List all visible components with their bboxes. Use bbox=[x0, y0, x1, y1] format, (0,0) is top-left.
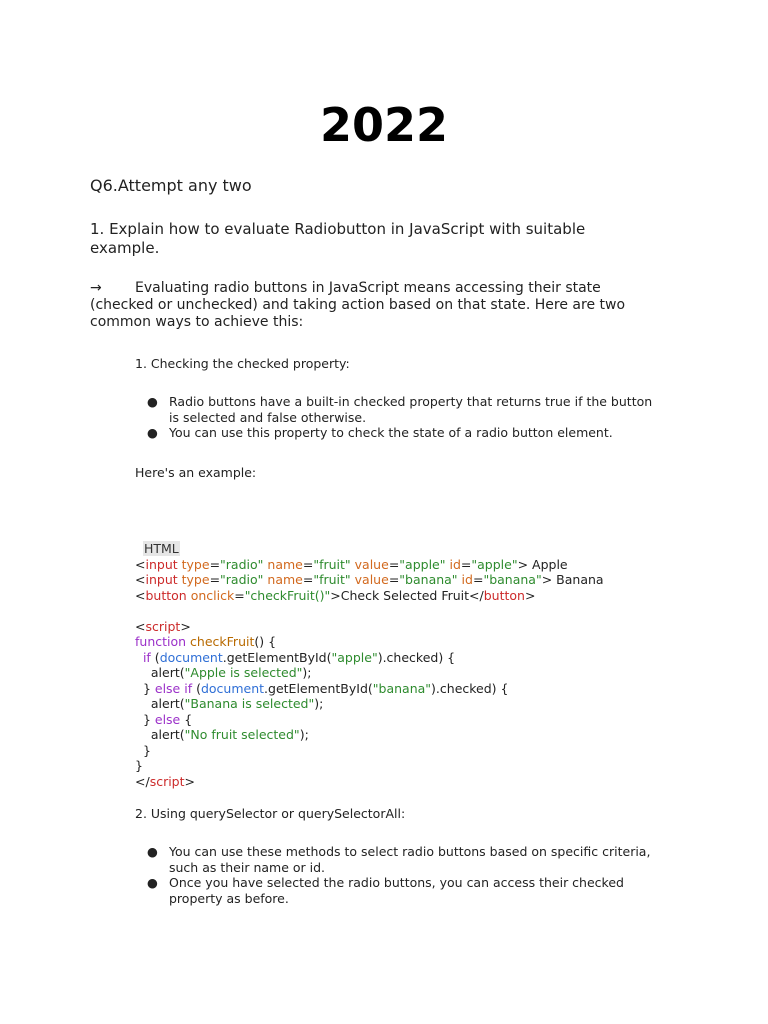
answer-intro-text: Evaluating radio buttons in JavaScript means accessing their state (checked or unchecked) and taking action based on that state. Here are two common ways to achieve this: bbox=[90, 280, 626, 330]
question-text: 1. Explain how to evaluate Radiobutton in JavaScript with suitable example. bbox=[90, 220, 586, 257]
bullet-icon: ● bbox=[147, 394, 158, 409]
bullet-icon: ● bbox=[147, 844, 158, 859]
method2-bullet-list bbox=[135, 844, 655, 906]
bullet-text: Radio buttons have a built-in checked property that returns true if the button is selected and false otherwise. bbox=[169, 394, 653, 425]
method1-heading: 1. Checking the checked property: bbox=[135, 356, 350, 371]
method2-heading: 2. Using querySelector or querySelectorAll: bbox=[135, 806, 406, 821]
page-title: 2022 bbox=[319, 98, 449, 152]
arrow-icon: → bbox=[90, 280, 102, 296]
bullet-text: You can use this property to check the state of a radio button element. bbox=[169, 425, 613, 440]
answer-intro bbox=[90, 280, 650, 331]
list-item bbox=[135, 394, 655, 425]
list-item bbox=[135, 875, 655, 906]
bullet-icon: ● bbox=[147, 425, 158, 440]
bullet-text: Once you have selected the radio buttons, you can access their checked property as before. bbox=[169, 875, 624, 906]
example-label: Here's an example: bbox=[135, 465, 257, 480]
bullet-icon: ● bbox=[147, 875, 158, 890]
code-block: HTML <input type="radio" name="fruit" value="apple" id="apple"> Apple <input type="radio" name="fruit" value="banana" id="banana"> Banana <button onclick="checkFruit()">Check Selected Fruit</button> <script> function checkFruit() { if (document.getElementById("apple").checked) { alert("Apple is selected"); } else if (document.getElementById("banana").checked) { alert("Banana is selected"); } else { alert("No fruit selected"); } } </script> bbox=[135, 541, 604, 789]
section-heading: Q6.Attempt any two bbox=[90, 176, 252, 195]
list-item bbox=[135, 844, 655, 875]
list-item bbox=[135, 425, 655, 441]
bullet-text: You can use these methods to select radio buttons based on specific criteria, such as their name or id. bbox=[169, 844, 651, 875]
method1-bullet-list bbox=[135, 394, 655, 441]
code-language-label: HTML bbox=[143, 541, 179, 556]
